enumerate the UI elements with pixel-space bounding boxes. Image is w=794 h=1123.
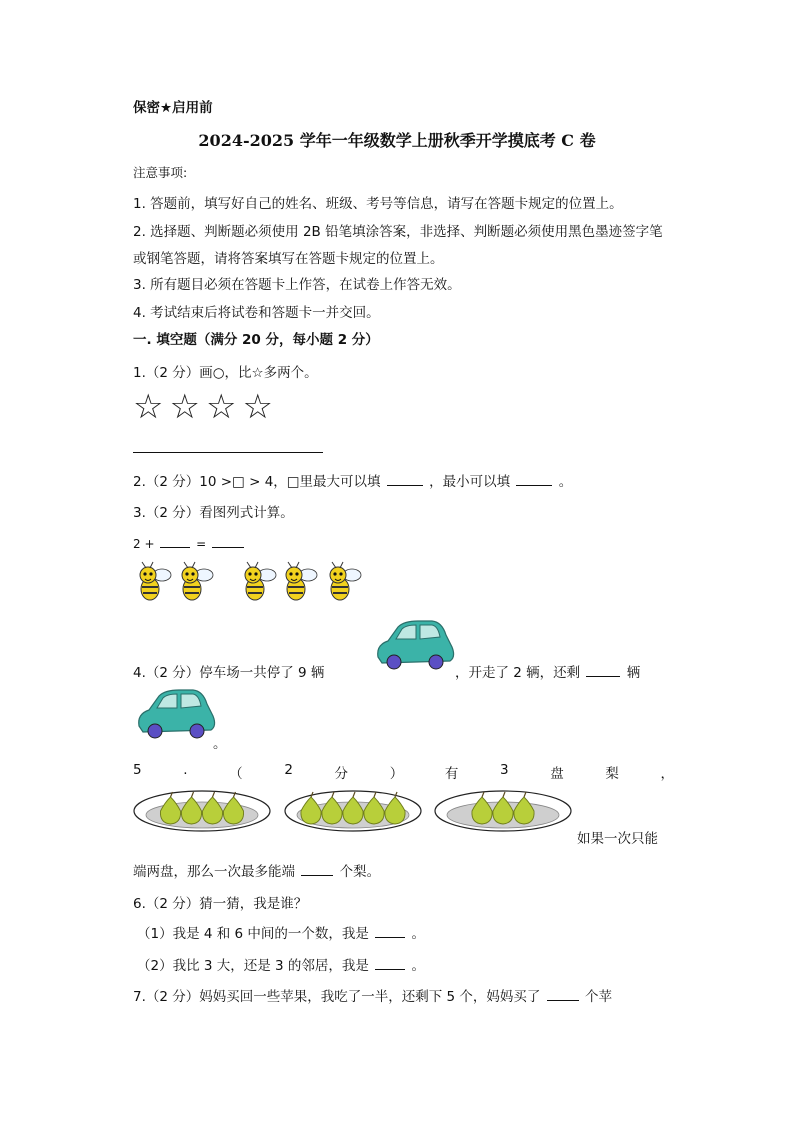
answer-blank-6-1[interactable] [375, 924, 405, 938]
question-4-end: 。 [213, 736, 227, 752]
question-7 [133, 985, 612, 1005]
question-3-text: 3.（2 分）看图列式计算。 [133, 505, 294, 521]
notice-item-2: 2. 选择题、判断题必须使用 2B 铅笔填涂答案，非选择、判断题必须使用黑色墨迹签字笔 [133, 224, 663, 240]
pear-plate [134, 791, 270, 831]
question-5-text-2a: 端两盘，那么一次最多能端 [133, 864, 295, 880]
q5-char: 3 [499, 762, 509, 778]
question-6-sub2-end: 。 [411, 958, 426, 974]
question-6-sub2 [137, 954, 425, 974]
question-2-text-2: ，最小可以填 [429, 474, 511, 490]
q5-char: 5 [133, 762, 142, 778]
question-6-sub2-text: （2）我比 3 大，还是 3 的邻居，我是 [137, 958, 369, 974]
page-title: 2024-2025 学年一年级数学上册秋季开学摸底考 C 卷 [198, 131, 596, 150]
section-heading: 一. 填空题（满分 20 分，每小题 2 分） [133, 332, 379, 348]
question-4-text-1: 4.（2 分）停车场一共停了 9 辆 [133, 665, 325, 681]
notice-item-1: 1. 答题前，填写好自己的姓名、班级、考号等信息，请写在答题卡规定的位置上。 [133, 196, 623, 212]
notice-item-3: 3. 所有题目必须在答题卡上作答，在试卷上作答无效。 [133, 277, 461, 293]
equation-equals: = [196, 537, 207, 551]
pear-plate [285, 791, 421, 831]
q5-char: 梨 [605, 766, 619, 782]
q5-char: ， [660, 766, 674, 782]
star-icon: ☆ [133, 387, 164, 427]
star-icon: ☆ [205, 387, 237, 427]
notice-item-2-cont: 或钢笔答题，请将答案填写在答题卡规定的位置上。 [133, 251, 444, 267]
q5-char: 分 [334, 766, 349, 782]
star-icon: ☆ [242, 387, 273, 427]
question-6-sub1-end: 。 [411, 926, 426, 942]
question-7-text-1: 7.（2 分）妈妈买回一些苹果，我吃了一半，还剩下 5 个，妈妈买了 [133, 989, 541, 1005]
question-5-line2 [133, 860, 380, 880]
notice-heading: 注意事项: [133, 165, 188, 180]
question-7-text-2: 个苹 [585, 989, 613, 1005]
question-4-text-2: ，开走了 2 辆，还剩 [455, 665, 581, 681]
question-5-text-2b: 个梨。 [339, 864, 381, 880]
answer-blank-apples[interactable] [547, 987, 579, 1001]
question-5-tail: 如果一次只能 [577, 831, 658, 847]
question-2-text-1: 2.（2 分）10 >□ > 4，□里最大可以填 [133, 474, 381, 490]
answer-blank-6-2[interactable] [375, 956, 405, 970]
question-1-text: 1.（2 分）画○，比☆多两个。 [133, 365, 318, 381]
question-6-text: 6.（2 分）猜一猜，我是谁？ [133, 896, 308, 912]
question-2-end: 。 [558, 474, 573, 490]
confidential-label: 保密★启用前 [133, 100, 213, 116]
question-6-sub1 [137, 922, 425, 942]
answer-blank-pears[interactable] [301, 862, 333, 876]
q5-char: （ [229, 766, 243, 782]
pear-plate [435, 791, 571, 831]
q5-char: 盘 [550, 766, 564, 782]
equation-start: 2 + [133, 537, 155, 551]
question-6-sub1-text: （1）我是 4 和 6 中间的一个数，我是 [137, 926, 369, 942]
notice-item-4: 4. 考试结束后将试卷和答题卡一并交回。 [133, 305, 380, 321]
q5-char: 2 [284, 762, 293, 778]
q5-char: ） [389, 766, 404, 782]
q5-char: 有 [444, 766, 459, 782]
question-4-unit: 辆 [626, 665, 641, 681]
star-icon: ☆ [169, 387, 200, 427]
q5-char: . [183, 762, 188, 778]
